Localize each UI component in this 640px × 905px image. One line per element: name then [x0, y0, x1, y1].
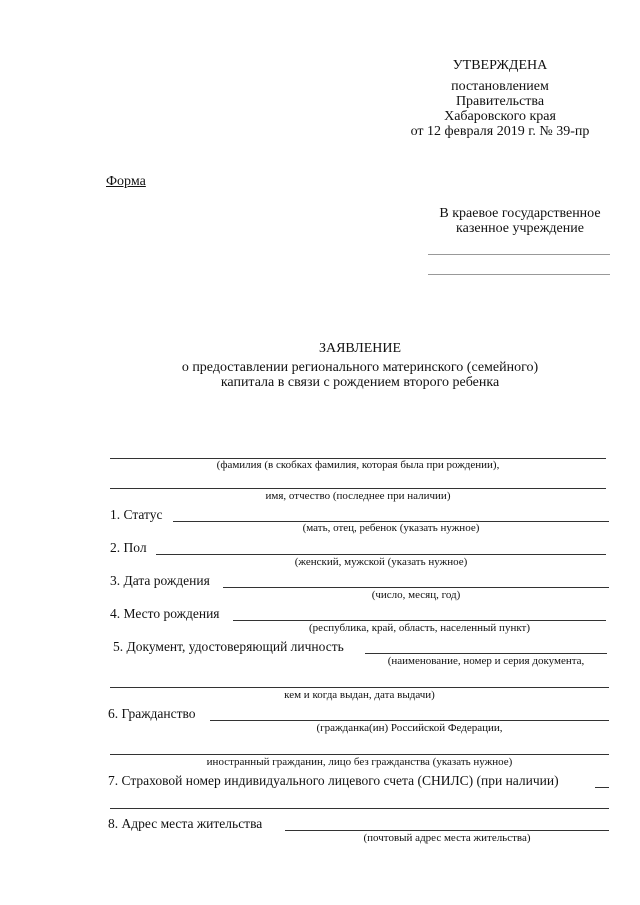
- title-line-1: о предоставлении регионального материнского (семейного): [181, 360, 539, 375]
- form-label: Форма: [106, 174, 146, 189]
- title-heading: ЗАЯВЛЕНИЕ: [318, 341, 402, 356]
- birthdate-label: 3. Дата рождения: [110, 573, 210, 588]
- snils-blank-1[interactable]: [595, 787, 609, 788]
- approval-line-4: от 12 февраля 2019 г. № 39-пр: [410, 124, 590, 139]
- approval-line-1: постановлением: [451, 79, 549, 94]
- addressee-block: [425, 206, 615, 236]
- citizenship-blank-2[interactable]: [110, 754, 609, 755]
- address-caption: (почтовый адрес места жительства): [363, 832, 531, 844]
- address-label: 8. Адрес места жительства: [108, 816, 263, 831]
- gender-label: 2. Пол: [110, 540, 147, 555]
- document-title: [0, 341, 640, 390]
- citizenship-blank-1[interactable]: [210, 720, 609, 721]
- approval-block: [380, 58, 620, 139]
- addressee-line-1: В краевое государственное: [439, 206, 601, 221]
- birthdate-blank[interactable]: [223, 587, 609, 588]
- document-blank-1[interactable]: [365, 653, 607, 654]
- addressee-line-2: казенное учреждение: [456, 221, 584, 236]
- birthplace-label: 4. Место рождения: [110, 606, 220, 621]
- document-caption-2: кем и когда выдан, дата выдачи): [284, 689, 435, 701]
- citizenship-caption-2: иностранный гражданин, лицо без гражданства (указать нужное): [206, 756, 513, 768]
- gender-caption: (женский, мужской (указать нужное): [294, 556, 468, 568]
- snils-label: 7. Страховой номер индивидуального лицевого счета (СНИЛС) (при наличии): [108, 773, 559, 788]
- addressee-blank-2[interactable]: [428, 274, 610, 275]
- birthplace-blank[interactable]: [233, 620, 606, 621]
- title-line-2: капитала в связи с рождением второго ребенка: [220, 375, 500, 390]
- approval-line-2: Правительства: [455, 94, 545, 109]
- citizenship-caption-1: (гражданка(ин) Российской Федерации,: [316, 722, 503, 734]
- document-label: 5. Документ, удостоверяющий личность: [113, 639, 344, 654]
- status-caption: (мать, отец, ребенок (указать нужное): [302, 522, 480, 534]
- gender-blank[interactable]: [156, 554, 606, 555]
- snils-blank-2[interactable]: [110, 808, 609, 809]
- addressee-blank-1[interactable]: [428, 254, 610, 255]
- birthplace-caption: (республика, край, область, населенный пункт): [309, 622, 530, 634]
- name-blank-2[interactable]: [110, 488, 606, 489]
- address-blank[interactable]: [285, 830, 609, 831]
- approval-line-3: Хабаровского края: [444, 109, 556, 124]
- approval-heading: УТВЕРЖДЕНА: [452, 58, 548, 73]
- document-blank-2[interactable]: [110, 687, 609, 688]
- document-caption-1: (наименование, номер и серия документа,: [387, 655, 585, 667]
- name-caption-2: имя, отчество (последнее при наличии): [265, 490, 451, 502]
- citizenship-label: 6. Гражданство: [108, 706, 196, 721]
- birthdate-caption: (число, месяц, год): [371, 589, 461, 601]
- name-caption-1: (фамилия (в скобках фамилия, которая была при рождении),: [216, 459, 500, 471]
- status-label: 1. Статус: [110, 507, 163, 522]
